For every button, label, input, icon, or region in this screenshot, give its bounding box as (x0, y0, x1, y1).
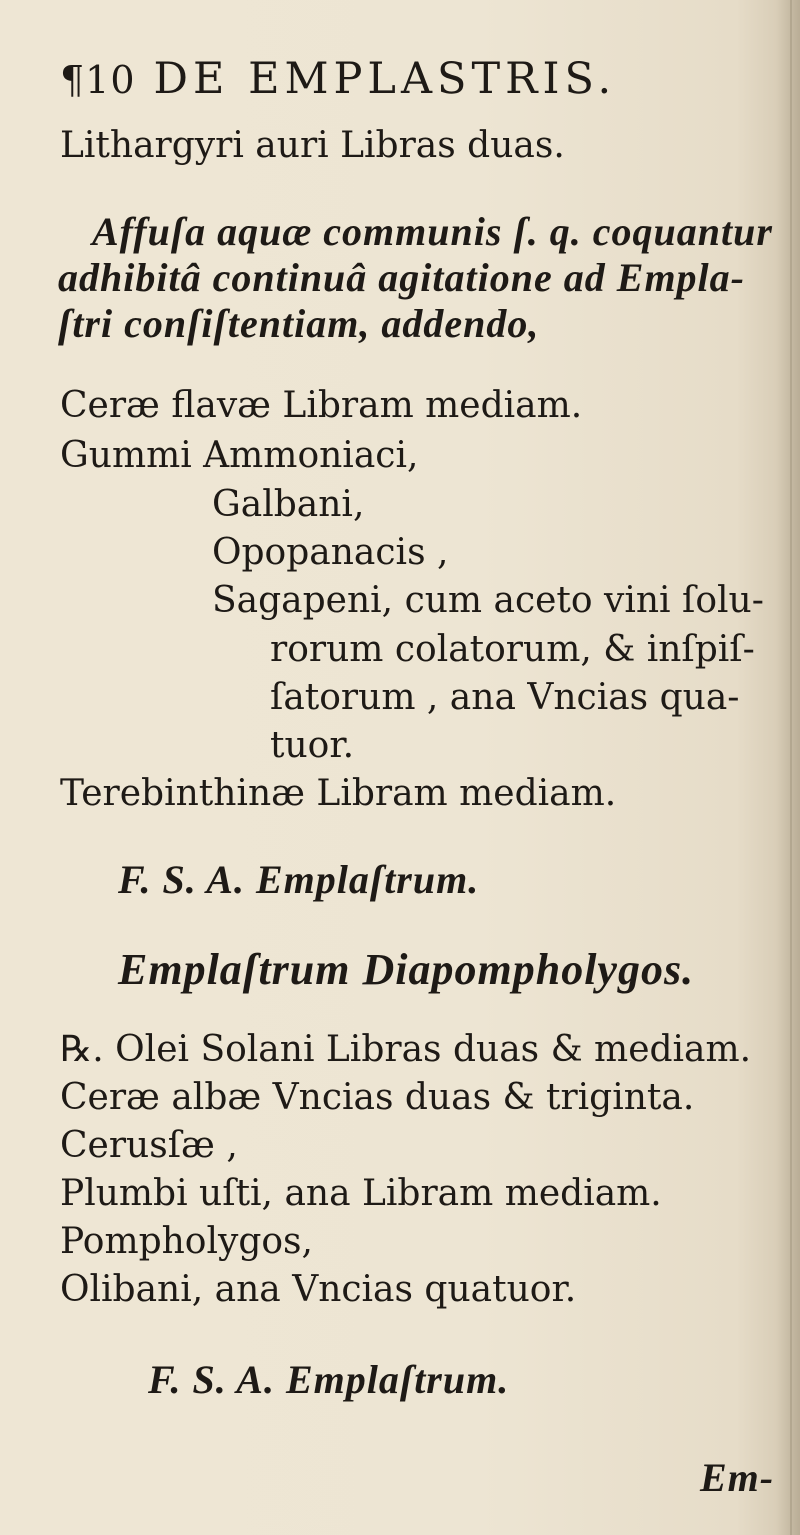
text-line: Ceræ flavæ Libram mediam. (60, 385, 583, 426)
text-line: Olibani, ana Vncias quatuor. (60, 1269, 577, 1310)
formula-line: F. S. A. Emplaſtrum. (148, 1357, 510, 1402)
formula-line: F. S. A. Emplaſtrum. (118, 857, 480, 902)
running-head-title: DE EMPLASTRIS. (153, 54, 617, 104)
catchword: Em- (700, 1455, 775, 1500)
text-line: rorum colatorum, & inſpiſ- (270, 629, 755, 670)
text-line: ſtri conſiſtentiam, addendo, (58, 301, 540, 346)
text-line: Gummi Ammoniaci, (60, 435, 419, 476)
text-line: ſatorum , ana Vncias qua- (270, 677, 740, 718)
text-line: tuor. (270, 725, 355, 766)
section-heading: Emplaſtrum Diapompholygos. (118, 945, 695, 994)
text-line: Terebinthinæ Libram mediam. (60, 773, 617, 814)
text-line: Opopanacis , (212, 532, 449, 573)
text-line: Cerusſæ , (60, 1125, 238, 1166)
text-line: Plumbi uſti, ana Libram mediam. (60, 1173, 662, 1214)
page-number: ¶10 (60, 58, 136, 102)
text-line: Ceræ albæ Vncias duas & triginta. (60, 1077, 695, 1118)
text-line: adhibitâ continuâ agitatione ad Empla- (58, 255, 745, 300)
text-line: Sagapeni, cum aceto vini ſolu- (212, 580, 764, 621)
page-edge (790, 0, 792, 1535)
text-line: Lithargyri auri Libras duas. (60, 125, 565, 166)
text-line: Galbani, (212, 484, 365, 525)
text-line: ℞. Olei Solani Libras duas & mediam. (60, 1029, 752, 1070)
text-line: Affuſa aquæ communis ſ. q. coquantur (92, 209, 773, 254)
text-line: Pompholygos, (60, 1221, 313, 1262)
running-head (60, 54, 617, 104)
